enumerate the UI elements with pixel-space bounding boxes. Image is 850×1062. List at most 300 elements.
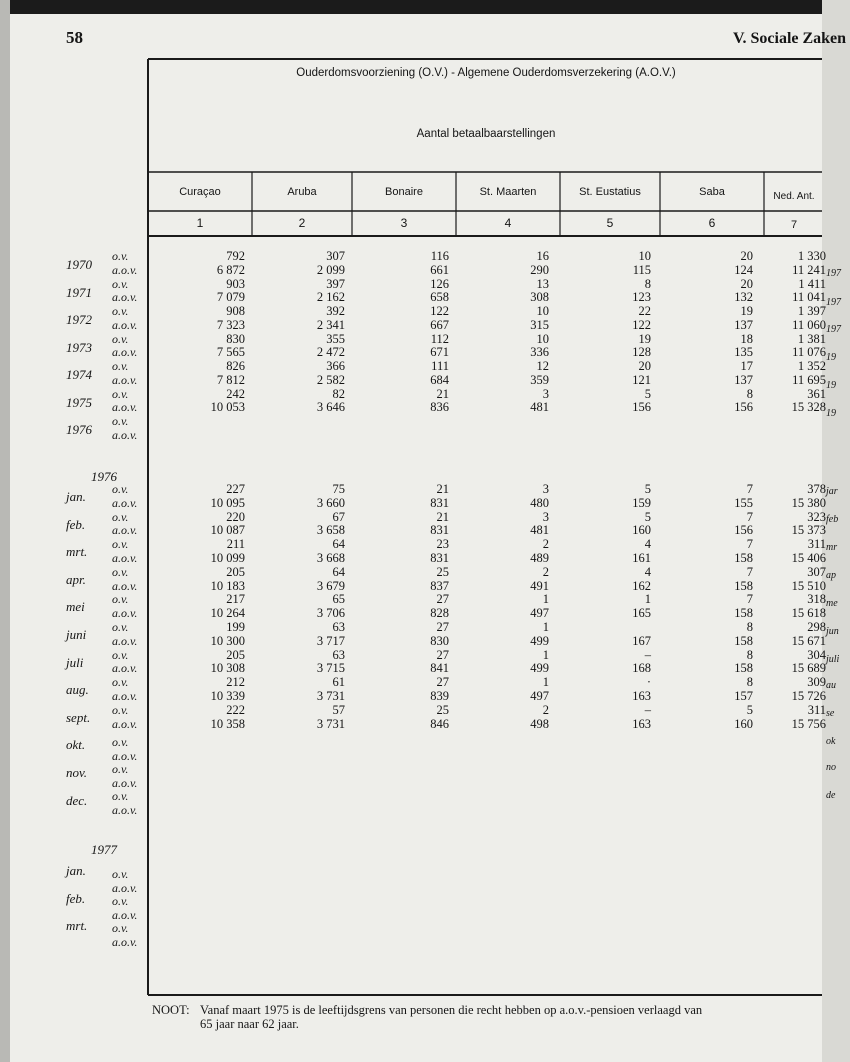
footnote-text-line2: 65 jaar naar 62 jaar. xyxy=(200,1017,299,1031)
row-label: o.v. xyxy=(112,386,129,401)
cell-c7: 309 xyxy=(807,675,826,690)
cell-c6: 124 xyxy=(734,262,753,277)
cell-c3: 841 xyxy=(430,661,449,676)
facing-page-fragment: 197 xyxy=(826,324,841,335)
year-label: 1973 xyxy=(66,339,92,355)
cell-c5: 161 xyxy=(632,551,651,565)
row-label: a.o.v. xyxy=(112,495,138,510)
cell-c5: 5 xyxy=(644,509,651,524)
cell-c4: 497 xyxy=(530,689,549,703)
cell-c2: 3 731 xyxy=(316,689,345,703)
cell-c6: 7 xyxy=(746,482,753,496)
cell-c6: 8 xyxy=(746,675,753,690)
cell-c4: 497 xyxy=(530,606,549,621)
cell-c3: 684 xyxy=(430,372,449,387)
cell-c6: 155 xyxy=(734,495,753,510)
facing-page-fragment: 197 xyxy=(826,297,841,308)
facing-page-fragment: ok xyxy=(826,736,836,747)
cell-c4: 499 xyxy=(530,661,549,676)
cell-c6: 7 xyxy=(746,537,753,552)
cell-c4: 2 xyxy=(542,537,549,552)
cell-c6: 7 xyxy=(746,564,753,579)
cell-c7: 11 241 xyxy=(792,262,826,277)
row-label: a.o.v. xyxy=(112,775,138,790)
cell-c5: 168 xyxy=(632,661,651,676)
cell-c4: 2 xyxy=(542,702,549,717)
month-label: jan. xyxy=(66,489,86,504)
cell-c3: 23 xyxy=(436,537,449,552)
cell-c1: 199 xyxy=(226,620,245,634)
cell-c1: 7 565 xyxy=(216,345,245,360)
cell-c1: 10 053 xyxy=(210,400,245,415)
facing-page-fragment: de xyxy=(826,790,836,801)
cell-c4: 290 xyxy=(530,262,549,277)
column-number-6: 6 xyxy=(708,216,716,230)
cell-c3: 846 xyxy=(430,716,449,731)
cell-c7: 378 xyxy=(807,482,826,496)
cell-c1: 242 xyxy=(226,386,245,401)
cell-c5: 156 xyxy=(632,400,651,415)
row-label: o.v. xyxy=(112,276,129,291)
column-number-7: 7 xyxy=(790,219,798,231)
cell-c1: 211 xyxy=(226,537,245,552)
cell-c3: 25 xyxy=(436,702,449,717)
footnote xyxy=(152,1003,812,1031)
cell-c4: 481 xyxy=(530,523,549,538)
month-label: apr. xyxy=(66,571,86,587)
cell-c7: 15 380 xyxy=(791,495,826,510)
cell-c7: 15 671 xyxy=(791,633,826,648)
row-label: o.v. xyxy=(112,921,129,936)
cell-c6: 18 xyxy=(740,331,753,346)
cell-c4: 499 xyxy=(530,633,549,648)
row-label: a.o.v. xyxy=(112,578,138,593)
row-label: o.v. xyxy=(112,482,129,496)
cell-c1: 826 xyxy=(226,359,245,373)
cell-c2: 3 715 xyxy=(316,661,345,676)
cell-c2: 64 xyxy=(332,537,345,552)
cell-c2: 57 xyxy=(332,702,345,717)
cell-c5: · xyxy=(646,675,651,690)
month-label: jan. xyxy=(66,863,86,878)
facing-page-fragment: feb xyxy=(826,514,839,525)
year-label: 1970 xyxy=(66,257,92,272)
row-label: o.v. xyxy=(112,789,129,804)
cell-c2: 61 xyxy=(332,675,345,690)
cell-c6: 5 xyxy=(746,702,753,717)
cell-c4: 308 xyxy=(530,290,549,305)
cell-c2: 3 668 xyxy=(316,551,345,565)
page-number: 58 xyxy=(66,28,83,47)
cell-c1: 10 099 xyxy=(210,551,245,565)
table-title: Ouderdomsvoorziening (O.V.) - Algemene Ouderdomsverzekering (A.O.V.) xyxy=(296,67,676,79)
column-header-ned-ant: Ned. Ant. xyxy=(773,191,815,202)
cell-c5: 167 xyxy=(632,633,651,648)
cell-c5: 123 xyxy=(632,290,651,305)
cell-c7: 311 xyxy=(807,702,826,717)
month-label: dec. xyxy=(66,792,88,808)
row-label: a.o.v. xyxy=(112,372,138,387)
row-label: a.o.v. xyxy=(112,551,138,565)
cell-c5: 4 xyxy=(644,537,651,552)
row-label: a.o.v. xyxy=(112,880,138,895)
group-year-1976: 1976 xyxy=(91,469,117,484)
row-label: a.o.v. xyxy=(112,689,138,703)
row-label: o.v. xyxy=(112,304,129,318)
cell-c6: 8 xyxy=(746,386,753,401)
row-label: a.o.v. xyxy=(112,748,138,763)
column-header-st-maarten: St. Maarten xyxy=(479,186,537,198)
cell-c2: 3 660 xyxy=(316,495,345,510)
cell-c1: 7 323 xyxy=(216,317,245,332)
cell-c3: 831 xyxy=(430,551,449,565)
cell-c6: 19 xyxy=(740,304,753,318)
cell-c2: 397 xyxy=(326,276,345,291)
column-header-st-eustatius: St. Eustatius xyxy=(579,186,641,198)
row-label: o.v. xyxy=(112,249,129,263)
cell-c2: 392 xyxy=(326,304,345,318)
cell-c5: 5 xyxy=(644,386,651,401)
month-label: mei xyxy=(66,599,85,615)
cell-c7: 15 510 xyxy=(791,578,826,593)
column-number-1: 1 xyxy=(196,216,204,230)
cell-c7: 1 330 xyxy=(797,249,826,263)
column-number-4: 4 xyxy=(504,216,512,230)
cell-c7: 15 756 xyxy=(791,716,826,731)
row-label: o.v. xyxy=(112,592,129,607)
column-number-5: 5 xyxy=(606,216,614,230)
cell-c6: 156 xyxy=(734,400,753,415)
column-header-curacao: Curaçao xyxy=(179,186,221,198)
cell-c4: 10 xyxy=(536,331,549,346)
facing-page-fragment: jun xyxy=(826,626,839,637)
row-label: a.o.v. xyxy=(112,262,138,277)
cell-c5: – xyxy=(644,702,651,717)
cell-c4: 3 xyxy=(542,386,549,401)
cell-c1: 908 xyxy=(226,304,245,318)
cell-c1: 10 339 xyxy=(210,689,245,703)
cell-c3: 658 xyxy=(430,290,449,305)
column-header-saba: Saba xyxy=(699,186,725,198)
cell-c5: 163 xyxy=(632,689,651,703)
cell-c3: 661 xyxy=(430,262,449,277)
row-label: o.v. xyxy=(112,647,129,662)
footnote-tag: NOOT: xyxy=(152,1003,190,1017)
month-label: feb. xyxy=(66,890,86,906)
running-head: V. Sociale Zaken xyxy=(733,30,847,47)
cell-c6: 17 xyxy=(740,359,753,373)
cell-c3: 21 xyxy=(436,482,449,496)
row-label: a.o.v. xyxy=(112,661,138,676)
row-label: a.o.v. xyxy=(112,633,138,648)
cell-c6: 8 xyxy=(746,620,753,634)
cell-c7: 304 xyxy=(807,647,826,662)
cell-c3: 27 xyxy=(436,647,449,662)
row-label: a.o.v. xyxy=(112,606,138,621)
cell-c2: 75 xyxy=(332,482,345,496)
row-label: o.v. xyxy=(112,702,129,717)
cell-c3: 25 xyxy=(436,564,449,579)
cell-c7: 15 689 xyxy=(791,661,826,676)
cell-c3: 830 xyxy=(430,633,449,648)
cell-c1: 222 xyxy=(226,702,245,717)
cell-c3: 671 xyxy=(430,345,449,360)
cell-c1: 903 xyxy=(226,276,245,291)
cell-c3: 116 xyxy=(430,249,449,263)
row-label: a.o.v. xyxy=(112,400,138,415)
cell-c3: 828 xyxy=(430,606,449,621)
cell-c4: 489 xyxy=(530,551,549,565)
month-label: juni xyxy=(66,627,87,642)
cell-c5: 5 xyxy=(644,482,651,496)
row-label: o.v. xyxy=(112,331,129,346)
row-label: o.v. xyxy=(112,620,129,634)
cell-c1: 7 079 xyxy=(216,290,245,305)
cell-c6: 132 xyxy=(734,290,753,305)
cell-c1: 212 xyxy=(226,675,245,690)
cell-c5: 4 xyxy=(644,564,651,579)
row-label: o.v. xyxy=(112,359,129,373)
cell-c1: 205 xyxy=(226,647,245,662)
cell-c7: 11 695 xyxy=(792,372,826,387)
month-label: feb. xyxy=(66,516,86,532)
cell-c5: – xyxy=(644,647,651,662)
cell-c5: 20 xyxy=(638,359,651,373)
cell-c7: 15 618 xyxy=(791,606,826,621)
column-number-2: 2 xyxy=(298,216,306,230)
cell-c2: 82 xyxy=(332,386,345,401)
column-header-bonaire: Bonaire xyxy=(385,186,423,198)
row-label: o.v. xyxy=(112,735,129,749)
cell-c4: 3 xyxy=(542,509,549,524)
cell-c2: 3 658 xyxy=(316,523,345,538)
column-header-aruba: Aruba xyxy=(287,186,317,198)
row-label: a.o.v. xyxy=(112,427,138,442)
cell-c7: 11 041 xyxy=(792,290,826,305)
year-label: 1976 xyxy=(66,422,92,437)
month-label: nov. xyxy=(66,765,88,780)
cell-c7: 11 076 xyxy=(792,345,826,360)
facing-page-fragment: me xyxy=(826,598,838,609)
cell-c1: 792 xyxy=(226,249,245,263)
cell-c1: 217 xyxy=(226,592,245,607)
cell-c5: 163 xyxy=(632,716,651,731)
cell-c2: 2 472 xyxy=(316,345,345,360)
cell-c5: 128 xyxy=(632,345,651,360)
cell-c6: 7 xyxy=(746,592,753,607)
facing-page-fragment: se xyxy=(826,708,835,719)
cell-c3: 836 xyxy=(430,400,449,415)
cell-c3: 122 xyxy=(430,304,449,318)
cell-c5: 122 xyxy=(632,317,651,332)
cell-c2: 355 xyxy=(326,331,345,346)
facing-page-fragment: au xyxy=(826,680,836,691)
cell-c7: 1 397 xyxy=(797,304,826,318)
cell-c2: 63 xyxy=(332,647,345,662)
cell-c1: 10 087 xyxy=(210,523,245,538)
cell-c3: 126 xyxy=(430,276,449,291)
cell-c4: 315 xyxy=(530,317,549,332)
facing-page-fragment: mr xyxy=(826,542,838,553)
cell-c4: 16 xyxy=(536,249,549,263)
cell-c3: 21 xyxy=(436,509,449,524)
cell-c2: 2 162 xyxy=(316,290,345,305)
cell-c4: 480 xyxy=(530,495,549,510)
cell-c3: 667 xyxy=(430,317,449,332)
cell-c4: 12 xyxy=(536,359,549,373)
cell-c3: 27 xyxy=(436,592,449,607)
cell-c2: 3 706 xyxy=(316,606,345,621)
cell-c2: 67 xyxy=(332,509,345,524)
cell-c4: 1 xyxy=(542,592,549,607)
group-year-1977: 1977 xyxy=(91,842,117,857)
month-label: aug. xyxy=(66,682,89,698)
cell-c6: 158 xyxy=(734,633,753,648)
cell-c3: 831 xyxy=(430,495,449,510)
cell-c7: 15 726 xyxy=(791,689,826,703)
cell-c6: 158 xyxy=(734,551,753,565)
cell-c7: 11 060 xyxy=(792,317,826,332)
cell-c6: 158 xyxy=(734,578,753,593)
cell-c1: 10 308 xyxy=(210,661,245,676)
month-label: sept. xyxy=(66,709,91,725)
row-label: a.o.v. xyxy=(112,523,138,538)
cell-c6: 158 xyxy=(734,606,753,621)
cell-c2: 65 xyxy=(332,592,345,607)
cell-c5: 160 xyxy=(632,523,651,538)
row-label: o.v. xyxy=(112,675,129,690)
cell-c5: 8 xyxy=(644,276,651,291)
facing-page-fragment: no xyxy=(826,762,836,773)
facing-page-fragment: 19 xyxy=(826,408,836,419)
cell-c1: 10 264 xyxy=(210,606,245,621)
cell-c6: 158 xyxy=(734,661,753,676)
month-label: mrt. xyxy=(66,918,88,933)
cell-c1: 10 358 xyxy=(210,716,245,731)
cell-c1: 10 300 xyxy=(210,633,245,648)
cell-c3: 837 xyxy=(430,578,449,593)
cell-c4: 1 xyxy=(542,620,549,634)
cell-c6: 157 xyxy=(734,689,753,703)
cell-c4: 3 xyxy=(542,482,549,496)
cell-c7: 361 xyxy=(807,386,826,401)
cell-c2: 63 xyxy=(332,620,345,634)
cell-c6: 156 xyxy=(734,523,753,538)
cell-c7: 1 352 xyxy=(797,359,826,373)
cell-c4: 481 xyxy=(530,400,549,415)
year-label: 1971 xyxy=(66,284,92,300)
row-label: a.o.v. xyxy=(112,803,138,817)
cell-c7: 318 xyxy=(807,592,826,607)
footnote-text-line1: Vanaf maart 1975 is de leeftijdsgrens van personen die recht hebben op a.o.v.-pensioen verlaagd van xyxy=(200,1003,703,1017)
cell-c1: 10 183 xyxy=(210,578,245,593)
cell-c1: 205 xyxy=(226,564,245,579)
cell-c1: 220 xyxy=(226,509,245,524)
cell-c5: 115 xyxy=(632,262,651,277)
column-number-3: 3 xyxy=(400,216,408,230)
facing-page-fragment: 197 xyxy=(826,268,841,279)
cell-c4: 1 xyxy=(542,647,549,662)
cell-c6: 135 xyxy=(734,345,753,360)
cell-c3: 112 xyxy=(430,331,449,346)
row-label: a.o.v. xyxy=(112,317,138,332)
row-label: o.v. xyxy=(112,762,129,777)
cell-c1: 227 xyxy=(226,482,245,496)
cell-c5: 10 xyxy=(638,249,651,263)
cell-c3: 27 xyxy=(436,620,449,634)
month-label: okt. xyxy=(66,737,86,753)
month-label: mrt. xyxy=(66,544,88,560)
cell-c6: 20 xyxy=(740,276,753,291)
cell-c6: 8 xyxy=(746,647,753,662)
cell-c7: 15 328 xyxy=(791,400,826,415)
cell-c7: 1 381 xyxy=(797,331,826,346)
cell-c3: 111 xyxy=(431,359,449,373)
cell-c2: 307 xyxy=(326,249,345,263)
cell-c3: 839 xyxy=(430,689,449,703)
cell-c5: 162 xyxy=(632,578,651,593)
cell-c3: 831 xyxy=(430,523,449,538)
facing-page-fragment: juli xyxy=(826,654,840,665)
year-label: 1974 xyxy=(66,367,92,382)
cell-c2: 2 099 xyxy=(316,262,345,277)
cell-c7: 311 xyxy=(807,537,826,552)
row-label: o.v. xyxy=(112,894,129,909)
year-label: 1975 xyxy=(66,394,92,410)
cell-c2: 64 xyxy=(332,564,345,579)
cell-c4: 10 xyxy=(536,304,549,318)
cell-c4: 13 xyxy=(536,276,549,291)
cell-c2: 3 646 xyxy=(316,400,345,415)
facing-page-fragment: 19 xyxy=(826,380,836,391)
cell-c6: 137 xyxy=(734,317,753,332)
row-label: o.v. xyxy=(112,414,129,428)
cell-c2: 2 341 xyxy=(316,317,345,332)
cell-c1: 10 095 xyxy=(210,495,245,510)
cell-c7: 307 xyxy=(807,564,826,579)
cell-c6: 7 xyxy=(746,509,753,524)
cell-c4: 359 xyxy=(530,372,549,387)
cell-c4: 1 xyxy=(542,675,549,690)
cell-c5: 165 xyxy=(632,606,651,621)
cell-c2: 3 717 xyxy=(316,633,345,648)
cell-c5: 121 xyxy=(632,372,651,387)
cell-c7: 15 373 xyxy=(791,523,826,538)
facing-page-fragment: ap xyxy=(826,570,836,581)
row-label: a.o.v. xyxy=(112,935,138,949)
month-label: juli xyxy=(66,654,84,670)
row-label: o.v. xyxy=(112,867,129,881)
cell-c4: 2 xyxy=(542,564,549,579)
cell-c7: 298 xyxy=(807,620,826,634)
cell-c5: 159 xyxy=(632,495,651,510)
row-label: o.v. xyxy=(112,564,129,579)
cell-c7: 323 xyxy=(807,509,826,524)
row-label: o.v. xyxy=(112,537,129,552)
table-subtitle: Aantal betaalbaarstellingen xyxy=(416,128,556,140)
row-label: a.o.v. xyxy=(112,290,138,305)
row-label: o.v. xyxy=(112,509,129,524)
cell-c3: 27 xyxy=(436,675,449,690)
year-label: 1972 xyxy=(66,312,92,327)
cell-c1: 7 812 xyxy=(216,372,245,387)
cell-c4: 336 xyxy=(530,345,549,360)
facing-page-fragment: 19 xyxy=(826,352,836,363)
row-label: a.o.v. xyxy=(112,907,138,922)
cell-c7: 1 411 xyxy=(798,276,826,291)
cell-c2: 2 582 xyxy=(316,372,345,387)
cell-c6: 137 xyxy=(734,372,753,387)
